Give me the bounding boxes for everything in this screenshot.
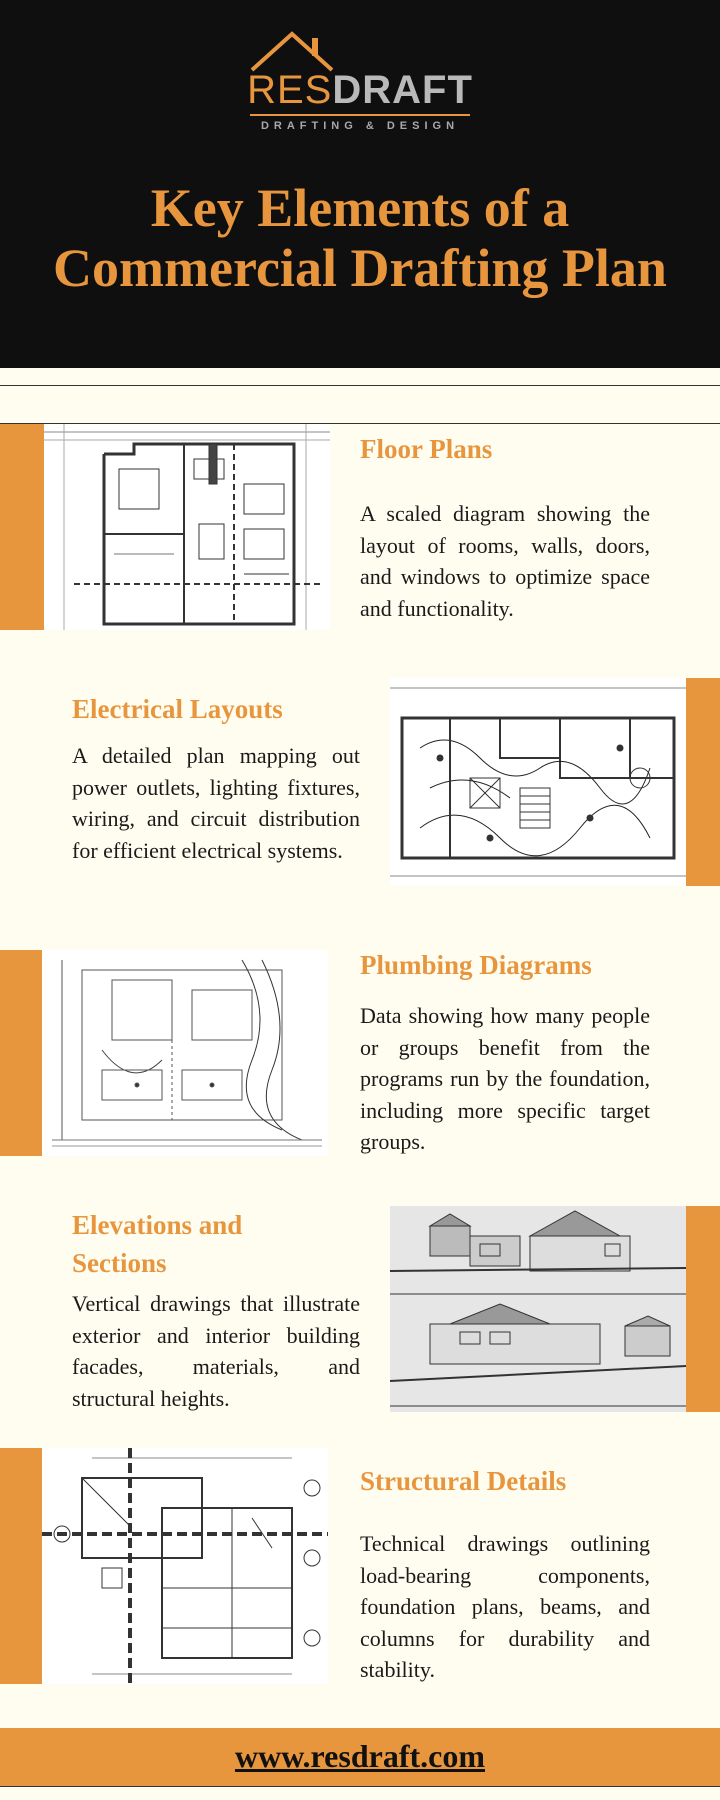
section-title-elevations-line2: Sections	[72, 1248, 167, 1278]
section-title-elevations-sections	[72, 1206, 372, 1282]
elevations-drawing	[390, 1206, 686, 1412]
brand-draft: DRAFT	[332, 68, 473, 112]
section-title-structural-details: Structural Details	[360, 1466, 567, 1496]
brand-tagline: DRAFTING & DESIGN	[260, 120, 460, 132]
section-title-elevations-line1: Elevations and	[72, 1210, 243, 1240]
accent-bar-elevations-sections	[686, 1206, 720, 1412]
plumbing-diagram-drawing	[42, 950, 328, 1156]
brand-underline	[250, 114, 470, 116]
accent-bar-plumbing-diagrams	[0, 950, 42, 1156]
section-body-plumbing-diagrams: Data showing how many people or groups benefit from the programs run by the foundation, including more specific target groups.	[360, 1003, 650, 1154]
floor-plan-drawing	[44, 424, 330, 630]
header	[0, 0, 720, 368]
accent-bar-floor-plans	[0, 424, 44, 630]
structural-details-drawing	[42, 1448, 328, 1684]
page-title	[0, 178, 720, 298]
footer	[0, 1728, 720, 1786]
page-title-line1: Key Elements of a	[150, 178, 570, 238]
section-title-plumbing-diagrams: Plumbing Diagrams	[360, 950, 592, 980]
electrical-layout-drawing	[390, 678, 686, 886]
section-body-electrical-layouts: A detailed plan mapping out power outlets, lighting fixtures, wiring, and circuit distribution for efficient electrical systems.	[72, 743, 360, 863]
website-link[interactable]: www.resdraft.com	[234, 1738, 485, 1774]
brand-wordmark	[0, 68, 720, 113]
accent-bar-structural-details	[0, 1448, 42, 1684]
section-title-electrical-layouts: Electrical Layouts	[72, 694, 283, 724]
section-body-elevations-sections: Vertical drawings that illustrate exterior and interior building facades, materials, and structural heights.	[72, 1291, 360, 1411]
divider-bottom	[0, 1786, 720, 1787]
brand-res: RES	[247, 68, 333, 112]
brand-logo	[0, 30, 720, 140]
section-title-floor-plans: Floor Plans	[360, 434, 493, 464]
section-body-structural-details: Technical drawings outlining load-bearing components, foundation plans, beams, and columns for durability and stability.	[360, 1531, 650, 1682]
divider-top	[0, 385, 720, 386]
page-title-line2: Commercial Drafting Plan	[53, 238, 667, 298]
accent-bar-electrical-layouts	[686, 678, 720, 886]
section-body-floor-plans: A scaled diagram showing the layout of rooms, walls, doors, and windows to optimize space and functionality.	[360, 501, 650, 621]
